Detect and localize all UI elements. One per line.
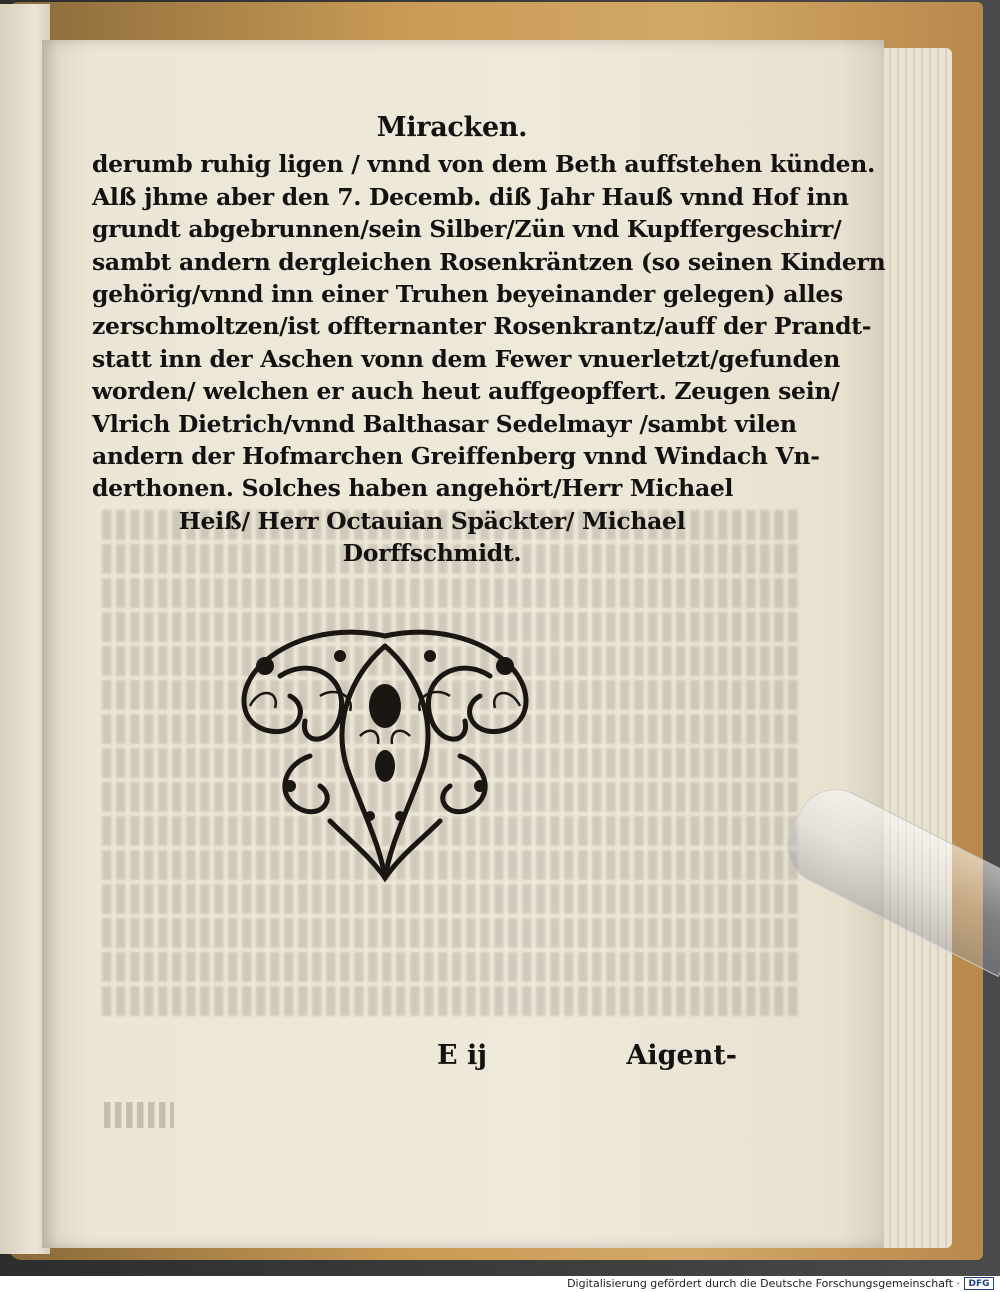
text-line: zerschmoltzen/ist offternanter Rosenkrantz/auff der Prandt-: [92, 312, 872, 341]
page-text: [92, 112, 886, 570]
text-line: worden/ welchen er auch heut auffgeopffert. Zeugen sein/: [92, 377, 840, 406]
text-line: Vlrich Dietrich/vnnd Balthasar Sedelmayr /sambt vilen: [92, 409, 797, 438]
text-line: gehörig/vnnd inn einer Truhen beyeinander gelegen) alles: [92, 280, 843, 309]
show-through-mark: [104, 1102, 174, 1128]
signature-mark: E ij: [437, 1040, 488, 1071]
dfg-logo-icon: DFG: [964, 1277, 994, 1290]
text-line: derthonen. Solches haben angehört/Herr Michael: [92, 474, 734, 503]
text-line: sambt andern dergleichen Rosenkräntzen (so seinen Kindern: [92, 247, 886, 276]
text-line: derumb ruhig ligen / vnnd von dem Beth auffstehen künden.: [92, 150, 875, 179]
attribution-text: Digitalisierung gefördert durch die Deutsche Forschungsgemeinschaft ·: [567, 1277, 960, 1290]
text-line-centered: Dorffschmidt.: [342, 539, 522, 568]
running-header: Miracken.: [376, 112, 528, 143]
page-footer-line: [437, 1040, 737, 1071]
text-line: grundt abgebrunnen/sein Silber/Zün vnd Kupffergeschirr/: [92, 215, 842, 244]
text-line: andern der Hofmarchen Greiffenberg vnnd Windach Vn-: [92, 442, 820, 471]
attribution-bar: [0, 1276, 1000, 1292]
book-page: [42, 40, 884, 1248]
text-line-centered: Heiß/ Herr Octauian Späckter/ Michael: [178, 506, 686, 535]
catchword: Aigent-: [626, 1040, 737, 1071]
text-line: statt inn der Aschen vonn dem Fewer vnuerletzt/gefunden: [92, 344, 841, 373]
text-line: Alß jhme aber den 7. Decemb. diß Jahr Hauß vnnd Hof inn: [92, 182, 849, 211]
floral-ornament-icon: [220, 616, 550, 884]
